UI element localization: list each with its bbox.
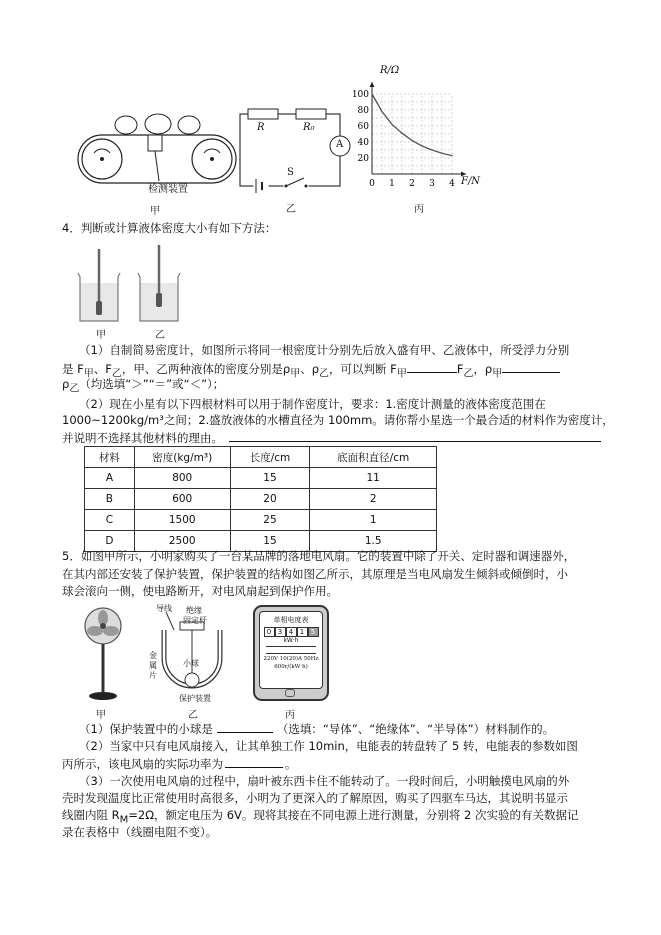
- table-cell: C: [85, 510, 135, 531]
- blank-material-answer[interactable]: [229, 429, 601, 442]
- meter-digit: 4: [286, 627, 297, 637]
- detect-device-label: 检测装置: [148, 184, 188, 195]
- table-row: [85, 510, 437, 531]
- meter-unit: kW·h: [283, 637, 299, 644]
- table-header: 密度(kg/m³): [134, 447, 230, 468]
- table-cell: 600: [134, 489, 230, 510]
- meter-title: 单相电度表: [273, 616, 309, 624]
- table-header: 材料: [85, 447, 135, 468]
- caption-yi-top: 乙: [286, 204, 296, 215]
- ball-label: 小球: [183, 659, 199, 668]
- hydrometer-beakers: [74, 243, 184, 325]
- table-cell: 15: [230, 531, 310, 552]
- q5-part2-line1: （2）当家中只有电风扇接入，让其单独工作 10min，电能表的转盘转了 5 转，电能表的参数如图: [79, 739, 578, 753]
- table-cell: D: [85, 531, 135, 552]
- data-point: [401, 133, 402, 134]
- q4-part2-line2: 1000~1200kg/m³之间；2.盛放液体的水槽直径为 100mm。请你帮小星选一个最合适的材料作为密度计，: [62, 413, 614, 427]
- x-tick-label: 1: [389, 179, 395, 189]
- q4-part2-line3: 并说明不选择其他材料的理由。: [62, 429, 601, 446]
- beaker-caption-yi: 乙: [155, 330, 165, 341]
- table-row: [85, 468, 437, 489]
- insulator-label: 绝缘: [186, 606, 202, 615]
- table-header: 长度/cm: [230, 447, 310, 468]
- q4-part2-line1: （2）现在小星有以下四根材料可以用于制作密度计，要求：1.密度计测量的液体密度范围在: [79, 397, 546, 411]
- q4-part1-line1: （1）自制简易密度计，如图所示将同一根密度计分别先后放入盛有甲、乙液体中，所受浮力分别: [79, 343, 570, 357]
- q5-part3-line4: 录在表格中（线圈电阻不变）。: [62, 825, 218, 839]
- q5-part3-line2: 壳时发现温度比正常使用时高很多，小明为了更深入的了解原因，购买了四驱车马达，其说明书显示: [62, 791, 568, 805]
- table-cell: 11: [310, 468, 437, 489]
- table-cell: A: [85, 468, 135, 489]
- meter-digit: 1: [297, 627, 308, 637]
- switch-label: S: [287, 167, 294, 178]
- x-tick-label: 3: [429, 179, 435, 189]
- table-cell: 1500: [134, 510, 230, 531]
- energy-meter: [253, 605, 329, 701]
- meter-rotor-window: [266, 646, 316, 654]
- chart-xlabel: F/N: [461, 176, 481, 187]
- q4-part1-line3: $\rho_乙$（均选填“＞”“＝”或“＜”）；: [62, 377, 225, 395]
- meter-digits: [260, 627, 322, 637]
- q5-line3: 球会滚向一侧，使电路断开，对电风扇起到保护作用。: [62, 584, 338, 598]
- blank-fan-power[interactable]: [225, 755, 283, 768]
- wire-label: 导线: [156, 604, 172, 613]
- table-cell: 1: [310, 510, 437, 531]
- table-header: 底面积直径/cm: [310, 447, 437, 468]
- q5-part3-line3: 线圈内阻 $R_M=2\Omega$，额定电压为 6V。现将其接在不同电源上进行测量，分别将 2 次实验的有关数据记: [62, 808, 579, 826]
- y-tick-label: 80: [357, 106, 369, 116]
- table-cell: 20: [230, 489, 310, 510]
- table-cell: 1.5: [310, 531, 437, 552]
- chart-ylabel: R/Ω: [380, 65, 400, 76]
- caption-yi-fan: 乙: [188, 710, 198, 721]
- meter-digit: 3: [275, 627, 286, 637]
- data-point: [391, 124, 392, 125]
- q4-part1-line2: 是 $F_甲$、$F_乙$，甲、乙两种液体的密度分别是$\rho_甲$、$\rho_乙$，可以判断 $F_甲$ $F_乙$，$\rho_甲$: [62, 360, 560, 382]
- table-cell: 800: [134, 468, 230, 489]
- meter-knob-icon: [285, 689, 295, 697]
- table-cell: 2500: [134, 531, 230, 552]
- meter-face: [259, 611, 323, 689]
- data-point: [431, 149, 432, 150]
- caption-bing-top: 丙: [414, 204, 424, 215]
- x-tick-label: 2: [409, 179, 415, 189]
- ammeter-label: A: [336, 139, 344, 150]
- meter-spec-2: 600r/(kW·h): [274, 664, 308, 670]
- blank-ball-material[interactable]: [217, 720, 273, 733]
- q5-part1: （1）保护装置中的小球是 （选填：“导体”、“绝缘体”、“半导体”）材料制作的。: [79, 722, 555, 736]
- x-tick-label: 0: [369, 179, 375, 189]
- standing-fan-figure: [78, 604, 128, 704]
- resistance-force-chart: [348, 64, 488, 194]
- table-cell: 15: [230, 468, 310, 489]
- q5-part3-line1: （3）一次使用电风扇的过程中，扇叶被东西卡住不能转动了。一段时间后，小明触摸电风扇的外: [79, 774, 570, 788]
- meter-digit-decimal: 5: [308, 627, 319, 637]
- q5-line1: 5．如图甲所示，小明家购买了一台某品牌的落地电风扇。它的装置中除了开关、定时器和调速器外，: [62, 549, 576, 563]
- caption-jia-fan: 甲: [96, 710, 106, 721]
- beaker-caption-jia: 甲: [96, 330, 106, 341]
- x-tick-label: 4: [449, 179, 455, 189]
- resistor-r0-label: R₀: [303, 122, 315, 133]
- protect-device-label: 保护装置: [179, 694, 211, 703]
- blank-rho-compare[interactable]: [502, 360, 560, 373]
- data-point: [381, 111, 382, 112]
- table-row: [85, 489, 437, 510]
- data-point: [451, 155, 452, 156]
- resistor-r-label: R: [257, 122, 265, 133]
- meter-spec-1: 220V 10(20)A 50Hz: [263, 656, 319, 662]
- y-axis-arrow: [370, 82, 375, 87]
- caption-jia-top: 甲: [150, 206, 160, 217]
- q5-part2-line2: 丙所示，该电风扇的实际功率为 。: [62, 757, 297, 771]
- y-tick-label: 100: [351, 90, 369, 100]
- data-point: [371, 93, 372, 94]
- table-cell: 25: [230, 510, 310, 531]
- q5-line2: 在其内部还安装了保护装置，保护装置的结构如图乙所示，其原理是当电风扇发生倾斜或倾倒时，小: [62, 567, 568, 581]
- metal-label-1: 金: [149, 651, 157, 660]
- metal-label-2: 属: [149, 661, 157, 670]
- q4-title: 4．判断或计算液体密度大小有如下方法：: [62, 221, 277, 235]
- table-cell: 2: [310, 489, 437, 510]
- metal-label-3: 片: [149, 671, 157, 680]
- y-tick-label: 20: [357, 154, 369, 164]
- caption-bing-fan: 丙: [285, 710, 295, 721]
- data-point: [421, 145, 422, 146]
- blank-f-compare[interactable]: [407, 360, 457, 373]
- table-cell: B: [85, 489, 135, 510]
- meter-digit: 0: [264, 627, 275, 637]
- y-tick-label: 40: [357, 138, 369, 148]
- data-point: [441, 153, 442, 154]
- data-point: [411, 140, 412, 141]
- material-table: [84, 446, 437, 552]
- table-header-row: [85, 447, 437, 468]
- rod-label: 固定杆: [183, 616, 207, 625]
- y-tick-label: 60: [357, 122, 369, 132]
